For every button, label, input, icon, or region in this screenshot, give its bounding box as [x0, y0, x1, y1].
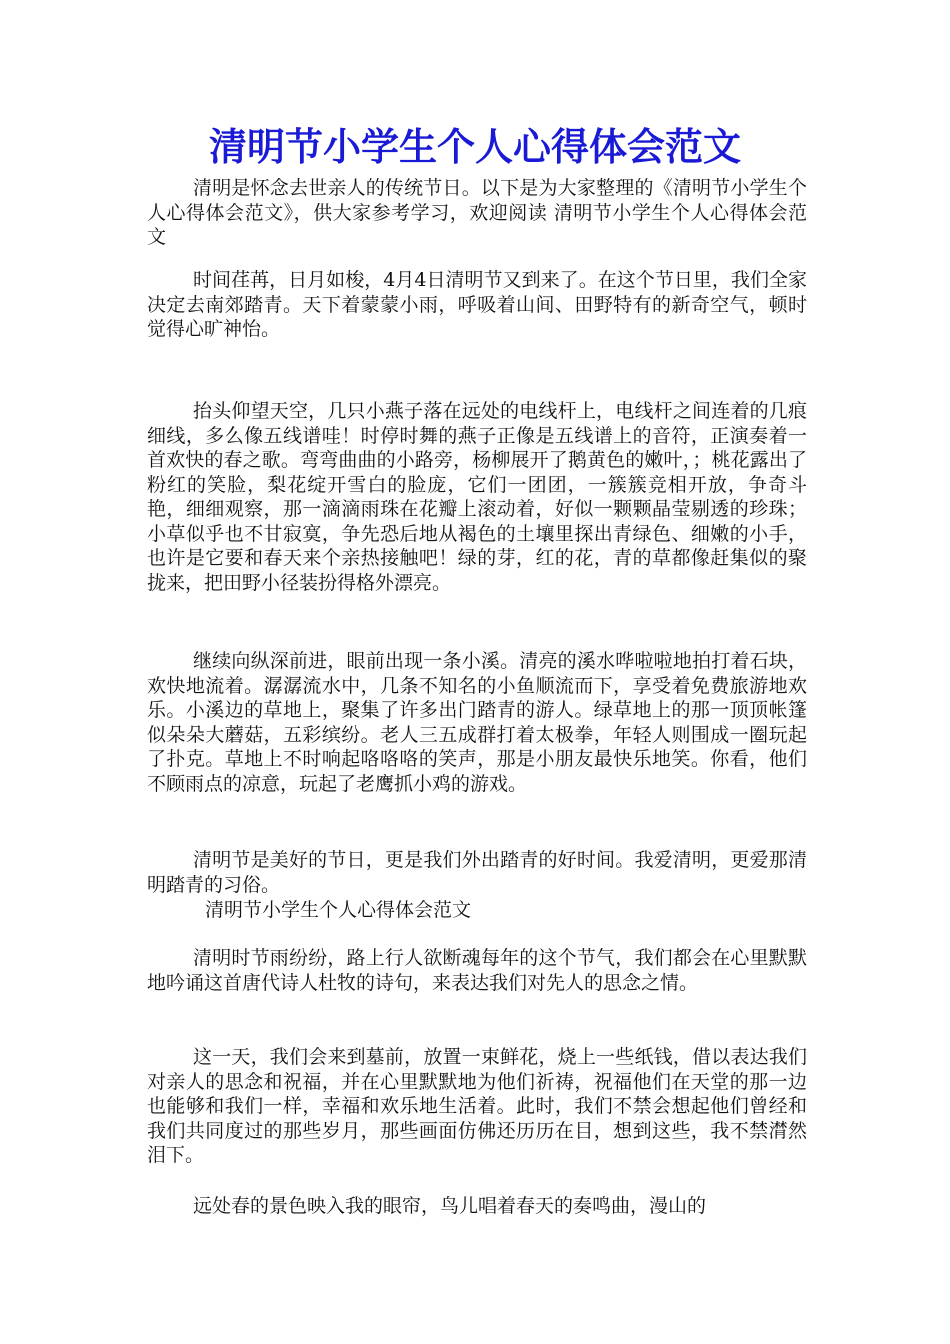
section-subheading: 清明节小学生个人心得体会范文 — [205, 899, 472, 921]
paragraph-5: 清明时节雨纷纷，路上行人欲断魂每年的这个节气，我们都会在心里默默地吟诵这首唐代诗人杜牧的诗句，来表达我们对先人的思念之情。 — [147, 947, 807, 994]
paragraph-3: 继续向纵深前进，眼前出现一条小溪。清亮的溪水哗啦啦地拍打着石块，欢快地流着。潺潺流水中，几条不知名的小鱼顺流而下，享受着免费旅游地欢乐。小溪边的草地上，聚集了许多出门踏青的游人。绿草地上的那一顶顶帐篷似朵朵大蘑菇，五彩缤纷。老人三五成群打着太极拳，年轻人则围成一圈玩起了扑克。草地上不时响起咯咯咯的笑声，那是小朋友最快乐地笑。你看，他们不顾雨点的凉意，玩起了老鹰抓小鸡的游戏。 — [147, 650, 807, 795]
paragraph-7: 远处春的景色映入我的眼帘，鸟儿唱着春天的奏鸣曲，漫山的 — [193, 1195, 707, 1217]
paragraph-4: 清明节是美好的节日，更是我们外出踏青的好时间。我爱清明，更爱那清明踏青的习俗。 — [147, 849, 807, 896]
paragraph-6: 这一天，我们会来到墓前，放置一束鲜花，烧上一些纸钱，借以表达我们对亲人的思念和祝福，并在心里默默地为他们祈祷，祝福他们在天堂的那一边也能够和我们一样，幸福和欢乐地生活着。此时，我们不禁会想起他们曾经和我们共同度过的那些岁月，那些画面仿佛还历历在目，想到这些，我不禁潸然泪下。 — [147, 1046, 807, 1166]
paragraph-1: 时间荏苒，日月如梭，4月4日清明节又到来了。在这个节日里，我们全家决定去南郊踏青。天下着蒙蒙小雨，呼吸着山间、田野特有的新奇空气，顿时觉得心旷神怡。 — [147, 269, 807, 340]
document-title: 清明节小学生个人心得体会范文 — [208, 124, 741, 169]
paragraph-2: 抬头仰望天空，几只小燕子落在远处的电线杆上，电线杆之间连着的几痕细线，多么像五线谱哇！时停时舞的燕子正像是五线谱上的音符，正演奏着一首欢快的春之歌。弯弯曲曲的小路旁，杨柳展开了鹅黄色的嫩叶，；桃花露出了粉红的笑脸，梨花绽开雪白的脸庞，它们一团团，一簇簇竞相开放，争奇斗艳，细细观察，那一滴滴雨珠在花瓣上滚动着，好似一颗颗晶莹剔透的珍珠；小草似乎也不甘寂寞，争先恐后地从褐色的土壤里探出青绿色、细嫩的小手，也许是它要和春天来个亲热接触吧！绿的芽，红的花，青的草都像赶集似的聚拢来，把田野小径装扮得格外漂亮。 — [147, 400, 807, 594]
intro-paragraph: 清明是怀念去世亲人的传统节日。以下是为大家整理的《清明节小学生个人心得体会范文》，供大家参考学习，欢迎阅读 清明节小学生个人心得体会范文 — [147, 177, 807, 248]
